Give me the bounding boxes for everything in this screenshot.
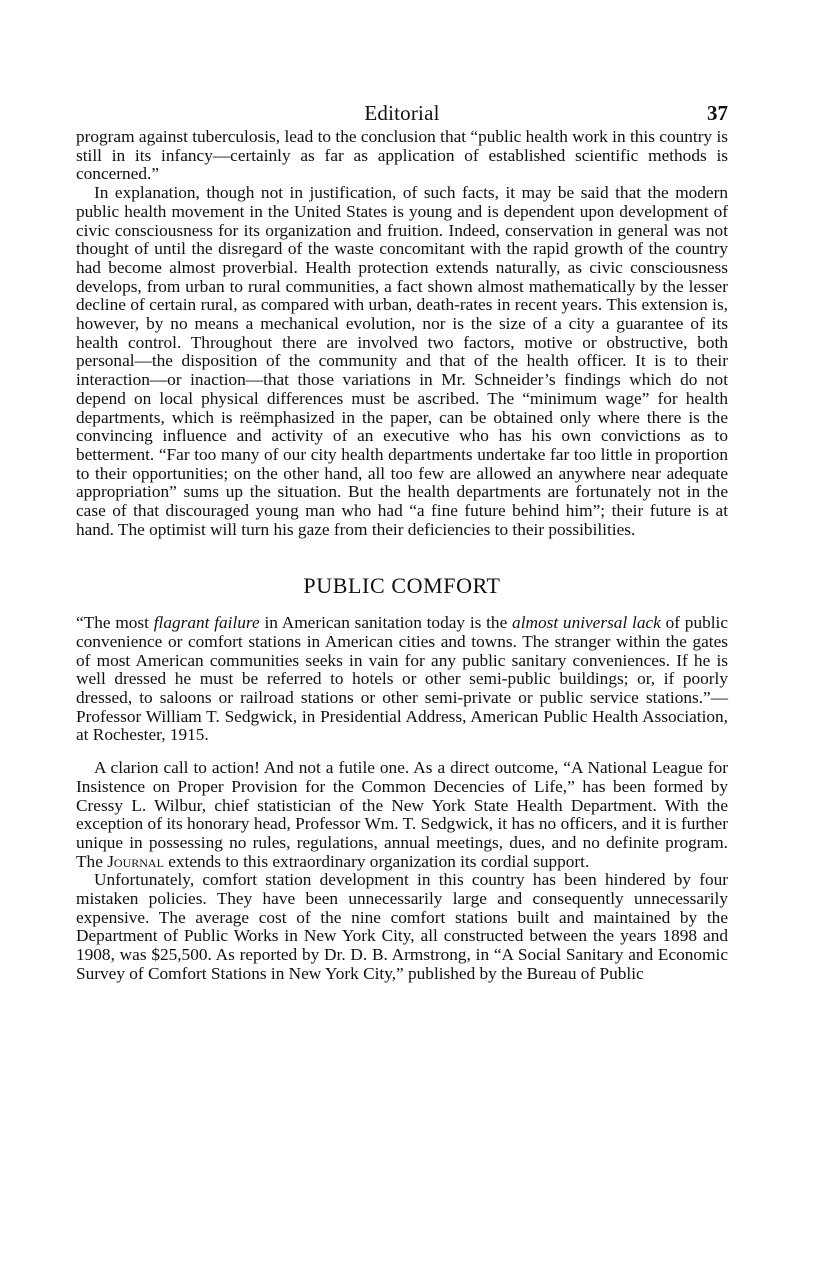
journal-page — [76, 98, 728, 984]
quote-open: “The most — [76, 613, 154, 633]
running-head — [76, 98, 728, 128]
paragraph-continued: program against tuberculosis, lead to the conclusion that “public health work in this country is still in its infancy—certainly as far as application of established scientific methods is concerned.” — [76, 127, 728, 184]
paragraph: Unfortunately, comfort station development in this country has been hindered by four mistaken policies. They have been unnecessarily large and consequently unnecessarily expensive. The average cost of the nine comfort stations built and maintained by the Department of Public Works in New York City, all constructed between the years 1898 and 1908, was $25,500. As reported by Dr. D. B. Armstrong, in “A Social Sanitary and Economic Survey of Comfort Stations in New York City,” published by the Bureau of Public — [76, 870, 728, 983]
intro-text — [76, 128, 728, 539]
section-text — [76, 759, 728, 983]
running-title: Editorial — [364, 101, 440, 125]
quote-mid: in American sanitation today is the — [259, 613, 513, 633]
quote-italic-universal: almost universal lack — [512, 613, 661, 633]
page-number: 37 — [707, 101, 728, 125]
paragraph — [76, 759, 728, 871]
quote-paragraph — [76, 614, 728, 745]
paragraph-after: extends to this extraordinary organization its cordial support. — [163, 851, 590, 871]
journal-name: Journal — [107, 851, 164, 871]
section-heading: PUBLIC COMFORT — [303, 573, 501, 599]
quote-rest: of public convenience or comfort stations in American cities and towns. The stranger within the gates of most American communities seeks in vain for any public sanitary conveniences. If he is well dressed he must be referred to hotels or other semi-public buildings; or, if poorly dressed, to saloons or railroad stations or other semi-private or public service stations.”—Professor William T. Sedgwick, in Presidential Address, American Public Health Association, at Rochester, 1915. — [76, 613, 729, 745]
paragraph-before: A clarion call to action! And not a futile one. As a direct outcome, “A National League for Insistence on Proper Provision for the Common Decencies of Life,” has been formed by Cressy L. Wilbur, chief statistician of the New York State Health Department. With the exception of its honorary head, Professor Wm. T. Sedgwick, it has no officers, and it is further unique in possessing no rules, regulations, annual meetings, dues, and no definite program. The — [76, 758, 728, 871]
epigraph-quote — [76, 614, 728, 745]
quote-italic-flagrant: flagrant failure — [153, 613, 260, 633]
paragraph: In explanation, though not in justification, of such facts, it may be said that the modern public health movement in the United States is young and is dependent upon development of civic consciousness for its organization and fruition. Indeed, conservation in general was not thought of until the disregard of the waste concomitant with the rapid growth of the country had become almost proverbial. Health protection extends naturally, as civic consciousness develops, from urban to rural communities, a fact shown almost mathematically by the lesser decline of certain rural, as compared with urban, death-rates in recent years. This extension is, however, by no means a mechanical evolution, nor is the size of a city a guarantee of its health control. Throughout there are involved two factors, motive or obstructive, both personal—the disposition of the community and that of the health officer. It is to their interaction—or inaction—that those variations in Mr. Schneider’s findings which do not depend on local physical differences must be ascribed. The “minimum wage” for health departments, which is reëmphasized in the paper, can be obtained only where there is the convincing influence and activity of an executive who has his own convictions as to betterment. “Far too many of our city health departments undertake far too little in proportion to their opportunities; on the other hand, all too few are allowed an anywhere near adequate appropriation” sums up the situation. But the health departments are fortunately not in the case of that discouraged young man who had “a fine future behind him”; their future is at hand. The optimist will turn his gaze from their deficiencies to their possibilities. — [76, 183, 728, 539]
